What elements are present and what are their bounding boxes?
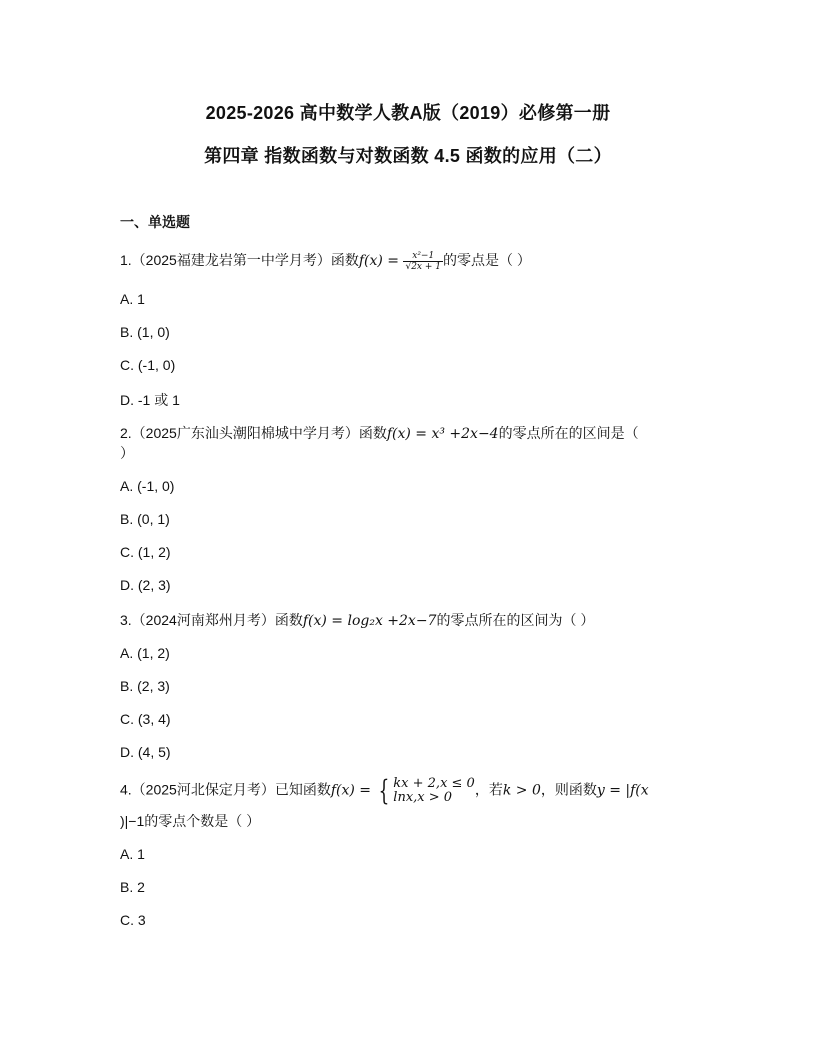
question-3-expr: f(x) = log₂x +2x−7 xyxy=(302,613,437,629)
question-1-prefix: 1.（2025福建龙岩第一中学月考）函数 xyxy=(120,252,359,268)
question-3-suffix: 的零点所在的区间为（ ） xyxy=(436,612,595,628)
case-2: lnx,x > 0 xyxy=(393,790,453,805)
question-4-mid: ，若 xyxy=(474,781,503,798)
question-3-option-a: A. (1, 2) xyxy=(120,645,170,661)
question-2-option-b: B. (0, 1) xyxy=(120,511,170,527)
question-3-option-b: B. (2, 3) xyxy=(120,678,170,694)
question-2-prefix: 2.（2025广东汕头潮阳棉城中学月考）函数 xyxy=(120,425,387,441)
question-4-prefix: 4.（2025河北保定月考）已知函数 xyxy=(120,781,331,798)
fraction-numerator: x²−1 xyxy=(403,251,443,262)
question-1-option-b: B. (1, 0) xyxy=(120,324,170,340)
question-4-func: f(x) = xyxy=(330,782,376,799)
question-2-continuation: ） xyxy=(120,445,134,461)
question-2 xyxy=(120,423,639,443)
piecewise-cases xyxy=(393,777,475,805)
question-2-option-c: C. (1, 2) xyxy=(120,544,171,560)
document-title: 2025-2026 高中数学人教A版（2019）必修第一册 xyxy=(205,103,611,123)
question-4-mid2: ，则函数 xyxy=(540,781,597,798)
question-1-suffix: 的零点是（ ） xyxy=(443,252,531,268)
question-1-option-a: A. 1 xyxy=(120,291,145,307)
question-4-option-c: C. 3 xyxy=(120,912,146,928)
question-3-option-d: D. (4, 5) xyxy=(120,744,171,760)
question-2-option-a: A. (-1, 0) xyxy=(120,478,175,494)
question-4-expr: y = |f(x xyxy=(596,782,649,799)
question-2-option-d: D. (2, 3) xyxy=(120,577,171,593)
question-4-condition: k > 0 xyxy=(502,782,541,799)
question-2-suffix: 的零点所在的区间是（ xyxy=(498,425,639,441)
question-1-fraction xyxy=(403,251,443,272)
fraction-denominator: √2x + 1 xyxy=(405,261,441,272)
question-4-continuation: )|−1的零点个数是（ ） xyxy=(120,813,261,829)
chapter-title: 第四章 指数函数与对数函数 4.5 函数的应用（二） xyxy=(204,146,612,166)
question-4-option-a: A. 1 xyxy=(120,846,145,862)
section-heading: 一、单选题 xyxy=(120,214,190,230)
question-1-option-d: D. -1 或 1 xyxy=(120,392,180,408)
question-1-func: f(x) = xyxy=(358,253,404,269)
question-4 xyxy=(120,774,649,807)
question-3 xyxy=(120,610,594,630)
question-3-prefix: 3.（2024河南郑州月考）函数 xyxy=(120,612,303,628)
question-4-option-b: B. 2 xyxy=(120,879,145,895)
question-3-option-c: C. (3, 4) xyxy=(120,711,171,727)
left-brace: { xyxy=(379,774,390,807)
question-1 xyxy=(120,250,531,272)
case-1: kx + 2,x ≤ 0 xyxy=(393,776,475,791)
question-2-expr: f(x) = x³ +2x−4 xyxy=(386,426,499,442)
question-1-option-c: C. (-1, 0) xyxy=(120,357,176,373)
